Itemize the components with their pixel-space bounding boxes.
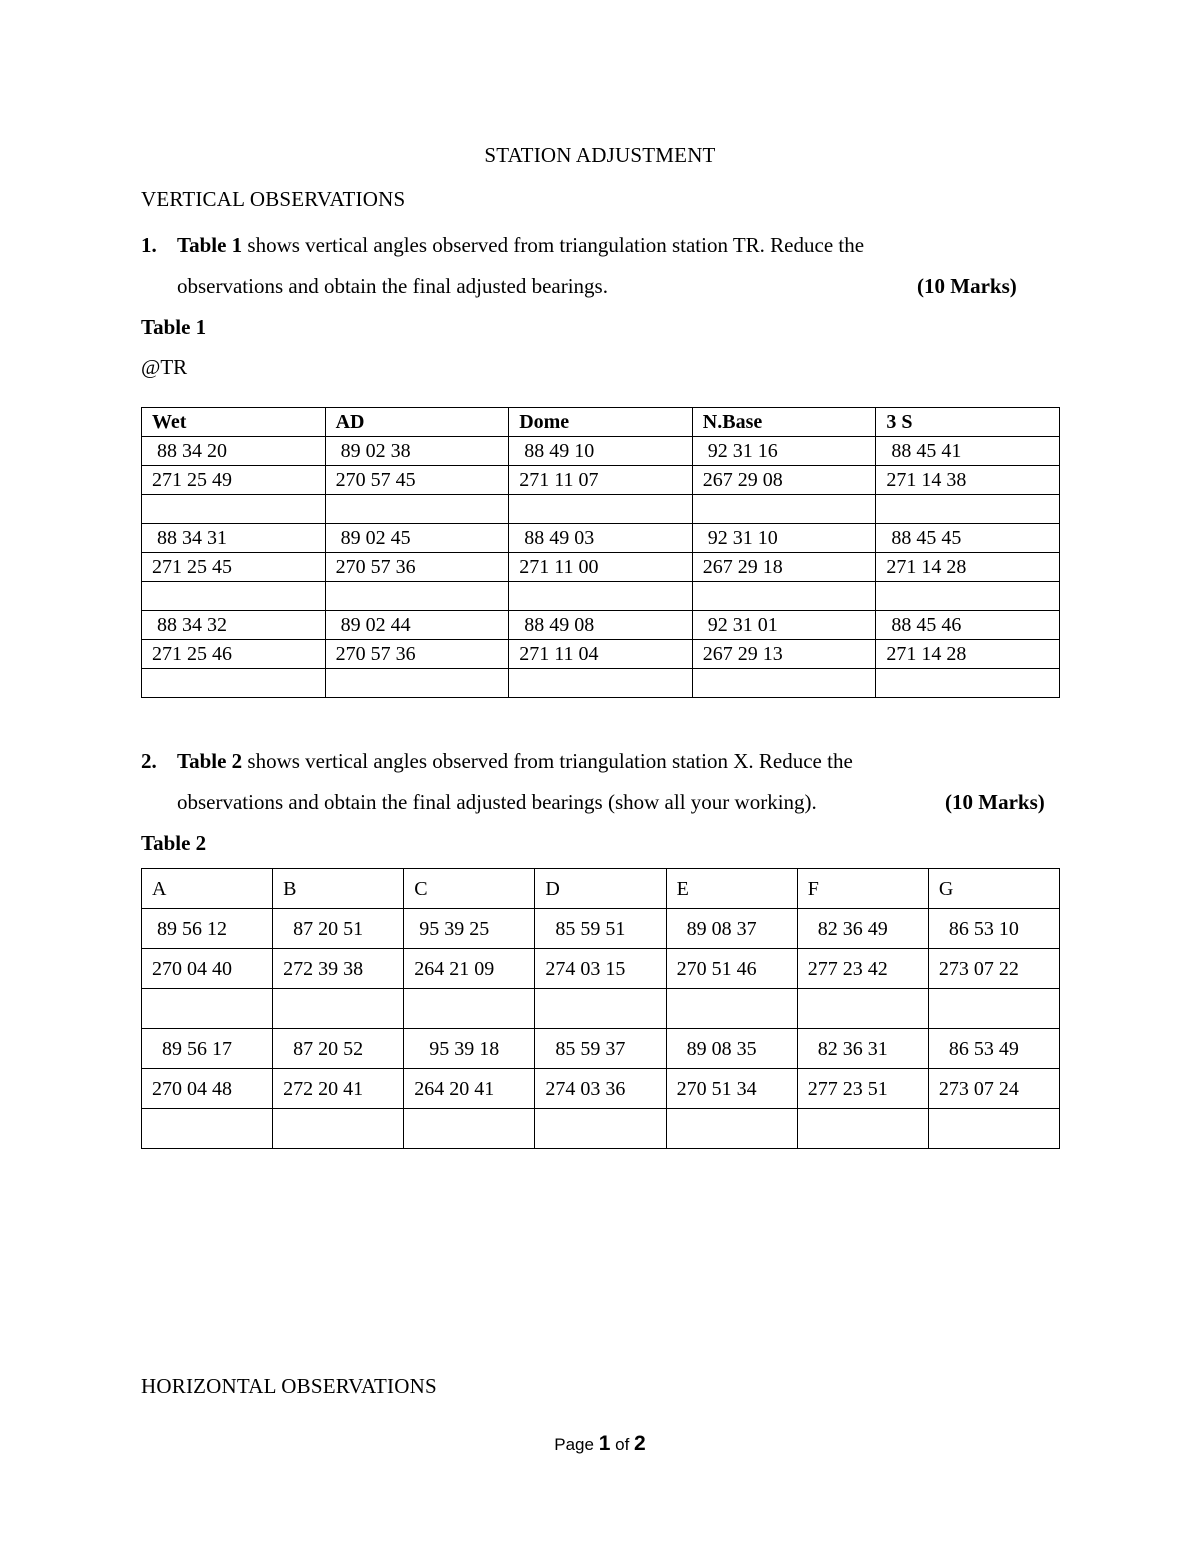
table-2-header-cell: D <box>535 869 666 909</box>
table-2-row <box>142 949 1060 989</box>
table-2-cell: 270 04 48 <box>142 1069 273 1109</box>
table-2-cell <box>928 1109 1059 1149</box>
table-1-cell: 88 49 03 <box>509 524 693 553</box>
table-1-cell <box>509 495 693 524</box>
page-footer <box>0 1432 1200 1456</box>
question-1-line-2: observations and obtain the final adjusted bearings. <box>177 274 608 298</box>
table-1-caption: Table 1 <box>141 315 207 339</box>
footer-page-word: Page <box>554 1435 594 1454</box>
table-1-cell: 92 31 16 <box>692 437 876 466</box>
question-1-line-1 <box>177 233 864 258</box>
footer-page-number: 1 <box>598 1432 611 1455</box>
table-1-cell: 88 45 41 <box>876 437 1060 466</box>
table-2-cell: 273 07 22 <box>928 949 1059 989</box>
table-2-cell: 82 36 49 <box>797 909 928 949</box>
table-1-row <box>142 466 1060 495</box>
table-1-header-cell: AD <box>325 408 509 437</box>
question-1-number: 1. <box>141 233 157 257</box>
table-1-cell: 89 02 38 <box>325 437 509 466</box>
table-1-cell <box>142 495 326 524</box>
table-1-cell: 271 14 38 <box>876 466 1060 495</box>
table-1-cell <box>876 669 1060 698</box>
table-2-cell: 274 03 15 <box>535 949 666 989</box>
table-1-row <box>142 582 1060 611</box>
table-1-cell <box>509 582 693 611</box>
table-1-row <box>142 669 1060 698</box>
table-2-header-cell: G <box>928 869 1059 909</box>
table-2-cell: 89 56 17 <box>142 1029 273 1069</box>
table-2-cell: 264 21 09 <box>404 949 535 989</box>
table-1-cell: 271 25 49 <box>142 466 326 495</box>
question-2-number: 2. <box>141 749 157 773</box>
table-2-cell <box>142 1109 273 1149</box>
table-2-header-row <box>142 869 1060 909</box>
table-2-cell <box>404 1109 535 1149</box>
table-2-cell <box>142 989 273 1029</box>
table-2-cell: 87 20 52 <box>273 1029 404 1069</box>
table-1-cell: 88 49 08 <box>509 611 693 640</box>
table-1-row <box>142 495 1060 524</box>
table-1-cell <box>142 582 326 611</box>
table-1-cell: 271 25 45 <box>142 553 326 582</box>
table-2-cell: 264 20 41 <box>404 1069 535 1109</box>
section-heading-horizontal: HORIZONTAL OBSERVATIONS <box>141 1374 437 1398</box>
table-2-cell: 87 20 51 <box>273 909 404 949</box>
table-2-cell: 277 23 51 <box>797 1069 928 1109</box>
table-1-cell: 89 02 44 <box>325 611 509 640</box>
table-1-header-row <box>142 408 1060 437</box>
table-2-row <box>142 1109 1060 1149</box>
question-2-line-2: observations and obtain the final adjusted bearings (show all your working). <box>177 790 817 814</box>
table-1-cell: 271 14 28 <box>876 553 1060 582</box>
table-1-station: @TR <box>141 355 188 379</box>
table-1-cell: 267 29 18 <box>692 553 876 582</box>
table-2-cell <box>535 989 666 1029</box>
question-1-marks: (10 Marks) <box>917 274 1017 298</box>
table-1-cell: 88 49 10 <box>509 437 693 466</box>
table-2-header-cell: B <box>273 869 404 909</box>
table-2-cell <box>273 1109 404 1149</box>
table-1-cell: 271 14 28 <box>876 640 1060 669</box>
table-1-cell: 271 11 00 <box>509 553 693 582</box>
question-1-table-ref: Table 1 <box>177 233 243 257</box>
question-2-table-ref: Table 2 <box>177 749 243 773</box>
table-2-row <box>142 989 1060 1029</box>
table-1-row <box>142 437 1060 466</box>
table-1-cell: 267 29 08 <box>692 466 876 495</box>
table-1-header-cell: 3 S <box>876 408 1060 437</box>
table-2-cell: 95 39 25 <box>404 909 535 949</box>
table-2-header-cell: F <box>797 869 928 909</box>
table-1-cell <box>692 495 876 524</box>
table-2-row <box>142 909 1060 949</box>
table-1-cell: 88 34 32 <box>142 611 326 640</box>
table-2-cell <box>928 989 1059 1029</box>
table-2-header-cell: E <box>666 869 797 909</box>
table-2-cell: 273 07 24 <box>928 1069 1059 1109</box>
table-1-cell: 271 11 07 <box>509 466 693 495</box>
footer-of-word: of <box>615 1435 630 1454</box>
table-2-cell: 270 51 46 <box>666 949 797 989</box>
footer-page-total: 2 <box>634 1432 646 1455</box>
question-1-text: shows vertical angles observed from triangulation station TR. Reduce the <box>242 233 865 257</box>
table-1-cell: 92 31 01 <box>692 611 876 640</box>
table-1-header-cell: N.Base <box>692 408 876 437</box>
table-1-row <box>142 553 1060 582</box>
table-2-cell <box>797 1109 928 1149</box>
table-1-cell: 267 29 13 <box>692 640 876 669</box>
table-2-cell: 82 36 31 <box>797 1029 928 1069</box>
table-2-header-cell: C <box>404 869 535 909</box>
table-2-cell: 89 08 35 <box>666 1029 797 1069</box>
question-2-text: shows vertical angles observed from triangulation station X. Reduce the <box>242 749 853 773</box>
table-1-cell <box>876 582 1060 611</box>
table-1-cell <box>325 495 509 524</box>
table-1-cell: 270 57 45 <box>325 466 509 495</box>
table-1 <box>141 407 1060 698</box>
table-2-cell: 272 20 41 <box>273 1069 404 1109</box>
table-2-header-cell: A <box>142 869 273 909</box>
table-1-cell <box>325 669 509 698</box>
table-1-header-cell: Wet <box>142 408 326 437</box>
table-1-cell: 88 45 45 <box>876 524 1060 553</box>
table-1-row <box>142 640 1060 669</box>
table-1-cell <box>876 495 1060 524</box>
table-2-cell: 270 51 34 <box>666 1069 797 1109</box>
table-2-cell: 86 53 10 <box>928 909 1059 949</box>
table-1-cell: 270 57 36 <box>325 553 509 582</box>
table-1-cell: 270 57 36 <box>325 640 509 669</box>
table-1-cell: 92 31 10 <box>692 524 876 553</box>
table-1-cell <box>509 669 693 698</box>
question-2-line-1 <box>177 749 853 774</box>
table-2-caption: Table 2 <box>141 831 207 855</box>
table-1-cell <box>142 669 326 698</box>
table-2-row <box>142 1029 1060 1069</box>
table-2-cell: 272 39 38 <box>273 949 404 989</box>
table-2-cell: 89 08 37 <box>666 909 797 949</box>
question-2-marks: (10 Marks) <box>945 790 1045 814</box>
table-1-cell: 89 02 45 <box>325 524 509 553</box>
table-2-cell: 95 39 18 <box>404 1029 535 1069</box>
table-1-cell: 88 45 46 <box>876 611 1060 640</box>
section-heading-vertical: VERTICAL OBSERVATIONS <box>141 187 406 211</box>
table-2-cell <box>666 989 797 1029</box>
table-2-cell <box>273 989 404 1029</box>
table-2-cell <box>797 989 928 1029</box>
table-1-cell: 271 11 04 <box>509 640 693 669</box>
table-2-cell <box>404 989 535 1029</box>
table-2-cell: 85 59 37 <box>535 1029 666 1069</box>
table-2-row <box>142 1069 1060 1109</box>
table-1-row <box>142 524 1060 553</box>
table-1-cell <box>692 582 876 611</box>
table-1-row <box>142 611 1060 640</box>
table-1-cell <box>692 669 876 698</box>
table-1-cell: 88 34 31 <box>142 524 326 553</box>
table-2 <box>141 868 1060 1149</box>
table-2-cell: 274 03 36 <box>535 1069 666 1109</box>
table-2-cell: 89 56 12 <box>142 909 273 949</box>
table-2-cell: 277 23 42 <box>797 949 928 989</box>
page-title: STATION ADJUSTMENT <box>484 143 716 167</box>
table-1-cell: 88 34 20 <box>142 437 326 466</box>
table-2-cell <box>666 1109 797 1149</box>
table-2-cell <box>535 1109 666 1149</box>
table-2-cell: 85 59 51 <box>535 909 666 949</box>
table-2-cell: 270 04 40 <box>142 949 273 989</box>
table-1-header-cell: Dome <box>509 408 693 437</box>
table-1-cell: 271 25 46 <box>142 640 326 669</box>
table-1-cell <box>325 582 509 611</box>
table-2-cell: 86 53 49 <box>928 1029 1059 1069</box>
